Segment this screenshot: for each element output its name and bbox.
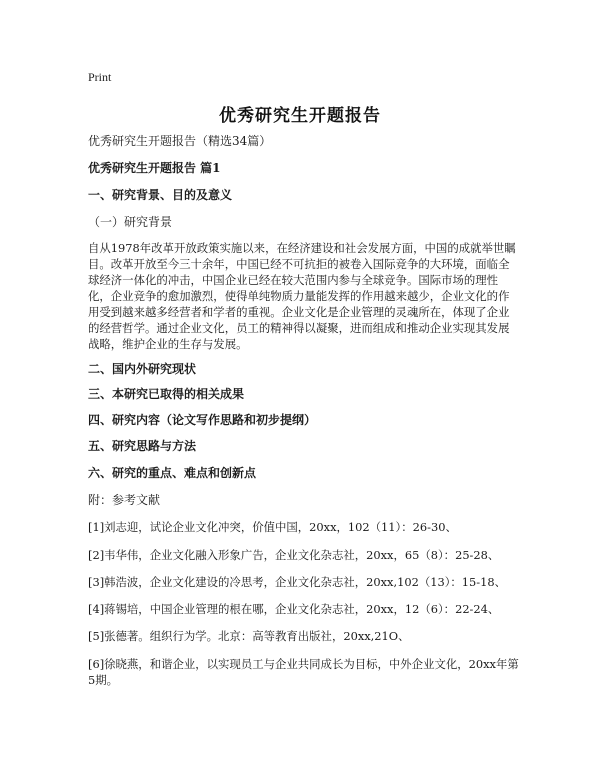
article-heading: 优秀研究生开题报告 篇1 bbox=[88, 161, 221, 175]
section-heading-achievements: 三、本研究已取得的相关成果 bbox=[88, 387, 245, 401]
section-heading-methods: 五、研究思路与方法 bbox=[88, 439, 197, 453]
references-heading: 附：参考文献 bbox=[88, 493, 161, 507]
section-heading-key-points: 六、研究的重点、难点和创新点 bbox=[88, 466, 257, 480]
section-heading-content: 四、研究内容（论文写作思路和初步提纲） bbox=[88, 413, 317, 427]
page-title: 优秀研究生开题报告 bbox=[219, 106, 381, 126]
reference-item: [5]张德著。组织行为学。北京：高等教育出版社，20xx,21O、 bbox=[88, 629, 410, 643]
reference-item: [6]徐晓燕，和谐企业，以实现员工与企业共同成长为目标，中外企业文化，20xx年第5期。 bbox=[88, 657, 519, 687]
subsection-heading-background: （一）研究背景 bbox=[88, 215, 173, 229]
reference-item: [4]蒋锡培，中国企业管理的根在哪，企业文化杂志社，20xx，12（6）：22-24、 bbox=[88, 602, 500, 616]
print-link[interactable]: Print bbox=[88, 70, 112, 84]
document-subtitle: 优秀研究生开题报告（精选34篇） bbox=[88, 134, 272, 148]
reference-item: [1]刘志迎，试论企业文化冲突，价值中国，20xx，102（11）：26-30、 bbox=[88, 520, 457, 534]
section-heading-research-status: 二、国内外研究现状 bbox=[88, 362, 197, 376]
section-heading-background: 一、研究背景、目的及意义 bbox=[88, 188, 233, 202]
background-paragraph: 自从1978年改革开放政策实施以来，在经济建设和社会发展方面，中国的成就举世瞩目。改革开放至今三十余年，中国已经不可抗拒的被卷入国际竞争的大环境，面临全球经济一体化的冲击，中国企业已经在较大范围内参与全球竞争。国际市场的理性化，企业竞争的愈加激烈，使得单纯物质力量能发挥的作用越来越少，企业文化的作用受到越来越多经营者和学者的重视。企业文化是企业管理的灵魂所在，体现了企业的经营哲学。通过企业文化，员工的精神得以凝聚，进而组成和推动企业实现其发展战略，维护企业的生存与发展。 bbox=[88, 241, 516, 351]
reference-item: [2]韦华伟，企业文化融入形象广告，企业文化杂志社，20xx，65（8）：25-28、 bbox=[88, 548, 500, 562]
reference-item: [3]韩浩波，企业文化建设的冷思考，企业文化杂志社，20xx,102（13）：15-18、 bbox=[88, 575, 507, 589]
